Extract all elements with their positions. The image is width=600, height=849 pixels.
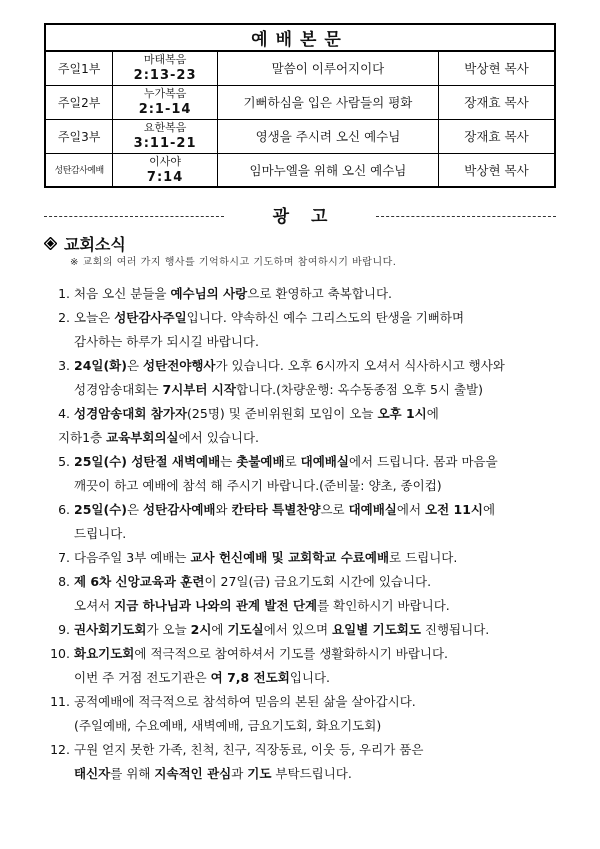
emphasis-text: 예수님의 사랑 — [170, 286, 248, 301]
preacher-name: 장재효 목사 — [438, 119, 555, 153]
body-text: 은 — [126, 358, 144, 373]
item-text-line — [74, 403, 564, 424]
scripture-ref — [113, 51, 218, 85]
scripture-verse: 2:1-14 — [138, 102, 192, 117]
scripture-book: 마태복음 — [143, 53, 187, 67]
emphasis-text: 2시 — [190, 622, 212, 637]
body-text: 에 — [211, 622, 228, 637]
preacher-name: 박상현 목사 — [438, 153, 555, 187]
item-number: 7. — [58, 550, 70, 565]
body-text: 으로 — [320, 502, 349, 517]
emphasis-text: 25일(수) — [74, 502, 127, 517]
emphasis-text: 촛불예배 — [236, 454, 285, 469]
body-text: 오셔서 — [74, 598, 115, 613]
item-number: 11. — [50, 694, 70, 709]
item-number: 4. — [58, 406, 70, 421]
item-text-line — [74, 331, 564, 352]
worship-row — [45, 119, 555, 153]
item-number: 6. — [58, 502, 70, 517]
emphasis-text: 교사 헌신예배 및 교회학교 수료예배 — [190, 550, 390, 565]
body-text: 이 27일(금) 금요기도회 시간에 있습니다. — [204, 574, 432, 589]
scripture-verse: 3:11-21 — [133, 136, 197, 151]
preacher-name: 장재효 목사 — [438, 85, 555, 119]
scripture-book: 누가복음 — [143, 87, 187, 100]
item-text-line — [74, 739, 564, 760]
body-text: 은 — [126, 502, 144, 517]
emphasis-text: 성경암송대회 참가자 — [74, 406, 188, 421]
service-name: 주일3부 — [45, 119, 113, 153]
body-text: 에 — [426, 406, 439, 421]
divider-line — [376, 216, 556, 217]
emphasis-text: 성탄전야행사 — [143, 358, 216, 373]
worship-row — [45, 85, 555, 119]
body-text: 감사하는 하루가 되시길 바랍니다. — [74, 334, 259, 349]
sermon-title: 영생을 주시려 오신 예수님 — [217, 119, 438, 153]
body-text: 에서 있습니다. — [178, 430, 260, 445]
announcement-divider — [44, 202, 556, 226]
item-text-line — [74, 619, 564, 640]
body-text: 과 — [231, 766, 248, 781]
sermon-title: 임마누엘을 위해 오신 예수님 — [217, 153, 438, 187]
emphasis-text: 오전 11시 — [425, 502, 483, 517]
emphasis-text: 화요기도회 — [74, 646, 135, 661]
scripture-verse: 7:14 — [146, 169, 184, 185]
emphasis-text: 권사회기도회 — [74, 622, 147, 637]
scripture-verse: 2:13-23 — [133, 68, 197, 84]
body-text: 지하1층 — [58, 430, 107, 445]
emphasis-text: 요일별 기도회도 — [332, 622, 421, 637]
emphasis-text: 태신자 — [74, 766, 111, 781]
item-text-line — [74, 451, 564, 472]
church-news-title: 교회소식 — [64, 235, 126, 254]
item-number: 9. — [58, 622, 70, 637]
worship-row — [45, 51, 555, 85]
item-number: 8. — [58, 574, 70, 589]
body-text: 에 적극적으로 참여하셔서 기도를 생활화하시기 바랍니다. — [134, 646, 449, 661]
item-text-line — [74, 643, 564, 664]
item-text-line — [74, 691, 564, 712]
body-text: 에서 — [396, 502, 426, 517]
emphasis-text: 대예배실 — [300, 454, 349, 469]
scripture-book: 이사야 — [149, 154, 182, 168]
service-name: 성탄감사예배 — [45, 153, 113, 187]
scripture-ref — [113, 119, 218, 153]
item-number: 3. — [58, 358, 70, 373]
emphasis-text: 칸타타 특별찬양 — [231, 502, 321, 517]
item-number: 12. — [50, 742, 70, 757]
church-news-heading — [44, 232, 126, 255]
item-text-line — [74, 307, 564, 328]
item-text-line — [74, 379, 564, 400]
body-text: 가 오늘 — [146, 622, 191, 637]
sermon-title: 기뻐하심을 입은 사람들의 평화 — [217, 85, 438, 119]
emphasis-text: 여 7,8 전도회 — [210, 670, 290, 685]
body-text: 으로 환영하고 축복합니다. — [247, 286, 393, 301]
service-name: 주일2부 — [45, 85, 113, 119]
body-text: 입니다. 약속하신 예수 그리스도의 탄생을 기뻐하며 — [186, 310, 465, 325]
item-text-line — [74, 283, 564, 304]
emphasis-text: 기도실 — [227, 622, 264, 637]
body-text: 드립니다. — [74, 526, 127, 541]
item-text-line — [58, 427, 548, 448]
body-text: (주일예배, 수요예배, 새벽예배, 금요기도회, 화요기도회) — [74, 718, 382, 733]
body-text: 가 있습니다. 오후 6시까지 오셔서 식사하시고 행사와 — [215, 358, 505, 373]
body-text: 에 — [483, 502, 496, 517]
item-text-line — [74, 715, 564, 736]
emphasis-text: 성탄감사예배 — [143, 502, 216, 517]
body-text: 와 — [215, 502, 232, 517]
item-text-line — [74, 499, 564, 520]
item-text-line — [74, 475, 564, 496]
emphasis-text: 24일(화) — [74, 358, 127, 373]
worship-table-header: 예배본문 — [45, 24, 555, 51]
body-text: 처음 오신 분들을 — [74, 286, 171, 301]
worship-row — [45, 153, 555, 187]
body-text: 진행됩니다. — [420, 622, 490, 637]
church-news-note: ※ 교회의 여러 가지 행사를 기억하시고 기도하며 참여하시기 바랍니다. — [70, 257, 397, 268]
item-text-line — [74, 547, 564, 568]
body-text: 성경암송대회는 — [74, 382, 163, 397]
body-text: (25명) 및 준비위원회 모임이 오늘 — [187, 406, 378, 421]
emphasis-text: 오후 1시 — [377, 406, 427, 421]
body-text: 로 드립니다. — [389, 550, 458, 565]
item-text-line — [74, 355, 564, 376]
emphasis-text: 제 6차 신앙교육과 훈련 — [74, 574, 205, 589]
worship-table — [44, 23, 556, 188]
emphasis-text: 교육부회의실 — [106, 430, 179, 445]
body-text: 구원 얻지 못한 가족, 친척, 친구, 직장동료, 이웃 등, 우리가 품은 — [74, 742, 424, 757]
item-text-line — [74, 667, 564, 688]
item-number: 1. — [58, 286, 70, 301]
item-text-line — [74, 523, 564, 544]
item-text-line — [74, 763, 564, 784]
body-text: 로 — [284, 454, 301, 469]
emphasis-text: 성탄감사주일 — [114, 310, 187, 325]
emphasis-text: 지금 하나님과 나와의 관계 발전 단계 — [114, 598, 318, 613]
body-text: 를 위해 — [110, 766, 155, 781]
item-number: 2. — [58, 310, 70, 325]
emphasis-text: 대예배실 — [348, 502, 397, 517]
body-text: 는 — [220, 454, 237, 469]
item-number: 5. — [58, 454, 70, 469]
body-text: 부탁드립니다. — [271, 766, 352, 781]
scripture-ref — [113, 85, 218, 119]
emphasis-text: 7시부터 시작 — [162, 382, 236, 397]
diamond-icon — [44, 235, 58, 254]
body-text: 이번 주 거점 전도기관은 — [74, 670, 211, 685]
emphasis-text: 지속적인 관심 — [154, 766, 232, 781]
body-text: 에서 드립니다. 몸과 마음을 — [348, 454, 498, 469]
announcement-heading: 광고 — [272, 207, 350, 227]
scripture-book: 요한복음 — [143, 121, 187, 134]
sermon-title: 말씀이 이루어지이다 — [217, 51, 438, 85]
body-text: 공적예배에 적극적으로 참석하여 믿음의 본된 삶을 살아갑시다. — [74, 694, 416, 709]
body-text: 입니다. — [289, 670, 331, 685]
preacher-name: 박상현 목사 — [438, 51, 555, 85]
body-text: 다음주일 3부 예배는 — [74, 550, 191, 565]
item-number: 10. — [50, 646, 70, 661]
service-name: 주일1부 — [45, 51, 113, 85]
body-text: 오늘은 — [74, 310, 115, 325]
emphasis-text: 기도 — [247, 766, 272, 781]
emphasis-text: 25일(수) 성탄절 새벽예배 — [74, 454, 221, 469]
item-text-line — [74, 595, 564, 616]
scripture-ref — [113, 153, 218, 187]
body-text: 깨끗이 하고 예배에 참석 해 주시기 바랍니다.(준비물: 양초, 종이컵) — [74, 478, 442, 493]
item-text-line — [74, 571, 564, 592]
body-text: 를 확인하시기 바랍니다. — [317, 598, 450, 613]
body-text: 에서 있으며 — [263, 622, 333, 637]
body-text: 합니다.(차량운행: 옥수동종점 오후 5시 출발) — [235, 382, 483, 397]
